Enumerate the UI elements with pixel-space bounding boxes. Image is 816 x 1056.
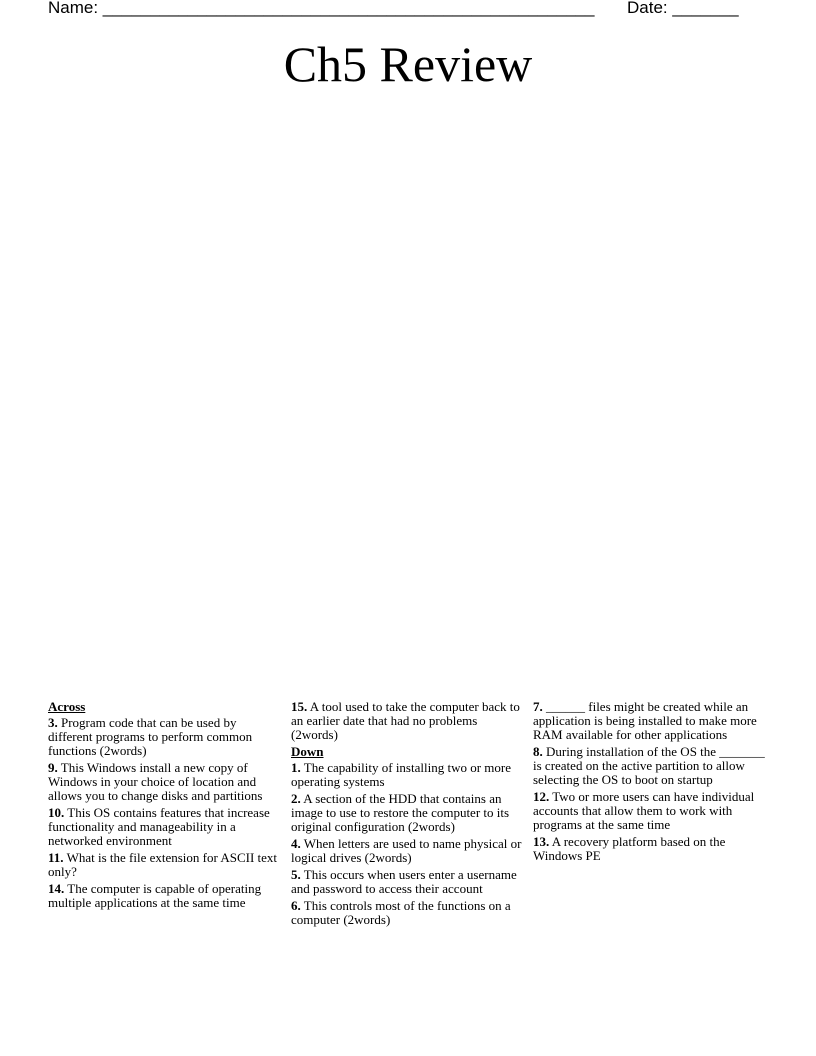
clue-down-8: 8. During installation of the OS the _______ is created on the active partition to allow selecting the OS to boot on startup [533, 744, 765, 787]
clue-down-12: 12. Two or more users can have individual accounts that allow them to work with programs at the same time [533, 789, 755, 832]
clue-across-11: 11. What is the file extension for ASCII text only? [48, 850, 278, 879]
name-field[interactable]: Name: ____________________________________________________ [48, 0, 595, 17]
clue-down-1: 1. The capability of installing two or more operating systems [291, 760, 511, 789]
down-heading: Down [291, 744, 324, 759]
clue-down-4: 4. When letters are used to name physical or logical drives (2words) [291, 836, 522, 865]
across-heading: Across [48, 699, 86, 714]
page-title: Ch5 Review [283, 36, 533, 92]
date-field[interactable]: Date: _______ [627, 0, 739, 17]
clue-down-13: 13. A recovery platform based on the Windows PE [533, 834, 726, 863]
clue-across-10: 10. This OS contains features that increase functionality and manageability in a networked environment [48, 805, 270, 848]
clue-down-6: 6. This controls most of the functions on a computer (2words) [291, 898, 511, 927]
clues-column-2 [291, 700, 523, 930]
clue-across-15: 15. A tool used to take the computer back to an earlier date that had no problems (2words) [291, 699, 520, 742]
clue-down-5: 5. This occurs when users enter a username and password to access their account [291, 867, 517, 896]
clues-column-3 [533, 700, 769, 866]
clue-down-2: 2. A section of the HDD that contains an image to use to restore the computer to its original configuration (2words) [291, 791, 510, 834]
clue-across-3: 3. Program code that can be used by different programs to perform common functions (2words) [48, 715, 253, 758]
clues-column-1 [48, 700, 284, 913]
clue-down-7: 7. ______ files might be created while an application is being installed to make more RAM available for other applications [533, 699, 757, 742]
clue-across-14: 14. The computer is capable of operating multiple applications at the same time [48, 881, 262, 910]
clue-across-9: 9. This Windows install a new copy of Windows in your choice of location and allows you to change disks and partitions [48, 760, 263, 803]
